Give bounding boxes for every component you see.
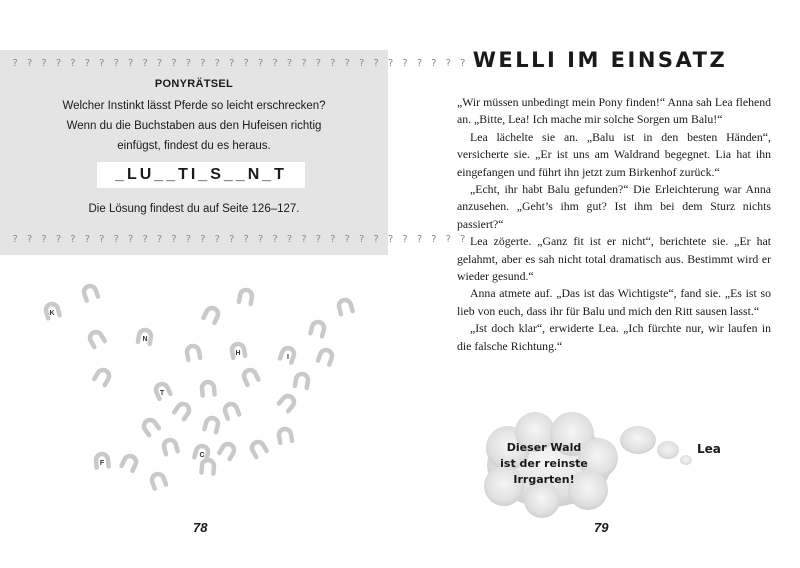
puzzle-question-line-1: Welcher Instinkt lässt Pferde so leicht erschrecken? [62,100,326,112]
bubble-line: ist der reinste [500,457,588,470]
horseshoe-letter-k [45,303,60,319]
horseshoe-icon [219,442,236,459]
horseshoe-icon [163,439,178,455]
puzzle-question-line-3: einfügst, findest du es heraus. [117,140,271,152]
puzzle-question-line-2: Wenn du die Buchstaben aus den Hufeisen richtig [66,120,322,132]
paragraph: Anna atmete auf. „Das ist das Wichtigste“, fand sie. „Es ist so lieb von euch, dass ihr für Balu und mich den Ritt sausen lasst.“ [457,286,771,318]
horseshoe-icon [242,368,258,385]
pony-puzzle-box [0,50,467,255]
answer-pattern: _LU__TI_S__N_T [97,162,305,188]
horseshoe-icon [150,472,166,488]
horseshoe-letter-h [231,343,245,358]
horseshoe-icon [94,368,111,385]
horseshoe-icon [279,394,297,412]
svg-text:T: T [159,390,165,397]
horseshoe-icon [88,330,105,347]
chapter-title: WELLI IM EINSATZ [472,48,728,72]
bubble-line: Irrgarten! [513,473,575,486]
paragraph: „Ist doch klar“, erwiderte Lea. „Ich fürchte nur, wir laufen in die falsche Richtung.“ [457,321,771,353]
horseshoe-icon [318,348,334,364]
horseshoe-icon [310,321,325,337]
speaker-label: Lea [697,442,721,456]
question-mark-border-bottom: ? ? ? ? ? ? ? ? ? ? ? ? ? ? ? ? ? ? ? ? ? ? ? ? ? ? ? ? ? ? ? ? [12,234,467,245]
horseshoe-letter-t [154,382,170,399]
horseshoe-letter-n [138,329,152,344]
svg-text:F: F [99,460,105,467]
horseshoe-letter-c [194,445,209,461]
svg-text:I: I [287,354,289,361]
page-number-right: 79 [594,520,609,535]
horseshoe-icon [142,418,159,436]
bubble-line: Dieser Wald [506,441,582,454]
horseshoe-icon [204,306,220,323]
horseshoe-icon [250,440,267,457]
horseshoe-icon [223,402,239,418]
paragraph: „Echt, ihr habt Balu gefunden?“ Die Erleichterung war Anna anzusehen. „Geht’s ihm gut? Ist ihm bei dem Sturz nichts passiert?“ [457,182,771,231]
horseshoe-icon [122,454,138,471]
paragraph: Lea zögerte. „Ganz fit ist er nicht“, berichtete sie. „Er hat gelahmt, aber es sah nicht total dramatisch aus. Bestimmt wird er wieder gesund.“ [457,234,771,284]
horseshoe-icon [82,284,98,300]
svg-text:C: C [199,452,205,459]
horseshoe-icon [174,402,191,420]
svg-text:N: N [142,336,148,343]
solution-note: Die Lösung findest du auf Seite 126–127. [88,203,300,215]
horseshoe-icon [278,428,292,443]
svg-text:K: K [49,310,55,317]
horseshoe-scatter [0,270,400,490]
right-page [400,0,800,568]
story-text [457,94,771,355]
horseshoe-icon [201,381,214,395]
horseshoe-letter-f [95,453,108,467]
puzzle-title: PONYRÄTSEL [154,78,234,90]
paragraph: „Wir müssen unbedingt mein Pony finden!“ Anna sah Lea flehend an. „Bitte, Lea! Ich mache mir solche Sorgen um Balu!“ [457,95,771,127]
svg-text:H: H [235,350,241,357]
horseshoe-icon [239,289,253,304]
horseshoe-icon [204,417,219,433]
thought-bubble-text [490,440,598,488]
horseshoe-icon [186,345,200,360]
horseshoe-icon [295,373,309,388]
horseshoe-icon [338,299,353,315]
horseshoe-icon [201,459,214,473]
question-mark-border-top: ? ? ? ? ? ? ? ? ? ? ? ? ? ? ? ? ? ? ? ? ? ? ? ? ? ? ? ? ? ? ? ? [12,58,467,69]
page-number-left: 78 [193,520,208,535]
paragraph: Lea lächelte sie an. „Balu ist in den besten Händen“, versicherte sie. „Er ist uns am Waldrand begegnet. Lia hat ihn eingefangen und führt ihn jetzt zum Birkenhof zurück.“ [457,129,771,179]
horseshoe-letter-i [280,346,296,362]
